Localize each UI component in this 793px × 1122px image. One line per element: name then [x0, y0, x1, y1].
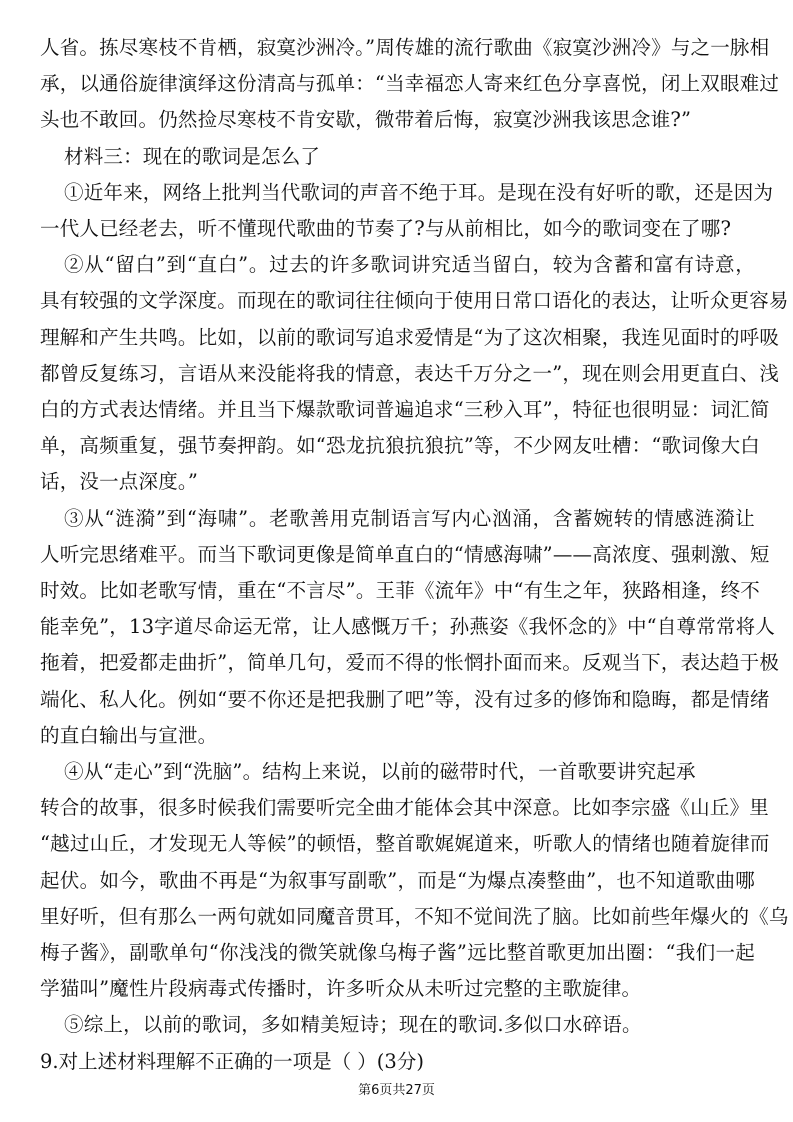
paragraph-4-line: 学猫叫”魔性片段病毒式传播时，许多听众从未听过完整的主歌旋律。	[40, 977, 642, 1000]
paragraph-2-line: 话，没一点深度。”	[40, 470, 199, 493]
paragraph-4-line: 起伏。如今，歌曲不再是“为叙事写副歌”，而是“为爆点凑整曲”，也不知道歌曲哪	[40, 869, 755, 892]
paragraph-5-line: ⑤综上，以前的歌词，多如精美短诗；现在的歌词.多似口水碎语。	[64, 1013, 642, 1036]
section-heading: 材料三：现在的歌词是怎么了	[64, 145, 321, 168]
paragraph-3-line: 能幸免”，13字道尽命运无常，让人感慨万千；孙燕姿《我怀念的》中“自尊常常将人	[40, 615, 776, 638]
question-9: 9.对上述材料理解不正确的一项是（ ）(3分)	[40, 1050, 424, 1073]
paragraph-2-line: 具有较强的文学深度。而现在的歌词往往倾向于使用日常口语化的表达，让听众更容易	[40, 289, 789, 312]
page-number: 第6页共27页	[358, 1083, 435, 1098]
paragraph-2-line: ②从“留白”到“直白”。过去的许多歌词讲究适当留白，较为含蓄和富有诗意，	[64, 253, 755, 276]
paragraph-4-line: ④从“走心”到“洗脑”。结构上来说，以前的磁带时代，一首歌要讲究起承	[64, 760, 696, 783]
text-line: 承，以通俗旋律演绎这份清高与孤单：“当幸福恋人寄来红色分享喜悦，闭上双眼难过	[40, 72, 780, 95]
paragraph-3-line: ③从“涟漪”到“海啸”。老歌善用克制语言写内心汹涌，含蓄婉转的情感涟漪让	[64, 507, 755, 530]
paragraph-2-line: 白的方式表达情绪。并且当下爆款歌词普遍追求“三秒入耳”，特征也很明显：词汇简	[40, 398, 770, 421]
paragraph-3-line: 拖着，把爱都走曲折”，简单几句，爱而不得的怅惘扑面而来。反观当下，表达趋于极	[40, 651, 780, 674]
text-line: 人省。拣尽寒枝不肯栖，寂寞沙洲冷。”周传雄的流行歌曲《寂寞沙洲冷》与之一脉相	[40, 36, 770, 59]
paragraph-3-line: 端化、私人化。例如“要不你还是把我删了吧”等，没有过多的修饰和隐晦，都是情绪	[40, 688, 770, 711]
paragraph-2-line: 理解和产生共鸣。比如，以前的歌词写追求爱情是“为了这次相聚，我连见面时的呼吸	[40, 326, 780, 349]
paragraph-2-line: 都曾反复练习，言语从来没能将我的情意，表达千万分之一”，现在则会用更直白、浅	[40, 362, 780, 385]
paragraph-1-line: ①近年来，网络上批判当代歌词的声音不绝于耳。是现在没有好听的歌，还是因为	[64, 181, 774, 204]
paragraph-4-line: “越过山丘，才发现无人等候”的顿悟，整首歌娓娓道来，听歌人的情绪也随着旋律而	[40, 832, 770, 855]
paragraph-1-line: 一代人已经老去，听不懂现代歌曲的节奏了?与从前相比，如今的歌词变在了哪?	[40, 217, 732, 240]
paragraph-3-line: 时效。比如老歌写情，重在“不言尽”。王菲《流年》中“有生之年，狭路相逢，终不	[40, 579, 761, 602]
paragraph-4-line: 里好听，但有那么一两句就如同魔音贯耳，不知不觉间洗了脑。比如前些年爆火的《乌	[40, 905, 789, 928]
paragraph-4-line: 梅子酱》，副歌单句“你浅浅的微笑就像乌梅子酱”远比整首歌更加出圈：“我们一起	[40, 941, 755, 964]
paragraph-4-line: 转合的故事，很多时候我们需要听完全曲才能体会其中深意。比如李宗盛《山丘》里	[40, 796, 769, 819]
paragraph-2-line: 单，高频重复，强节奏押韵。如“恐龙抗狼抗狼抗”等，不少网友吐槽：“歌词像大白	[40, 434, 761, 457]
paragraph-3-line: 人听完思绪难平。而当下歌词更像是简单直白的“情感海啸”——高浓度、强刺激、短	[40, 543, 770, 566]
text-line: 头也不敢回。仍然捡尽寒枝不肯安歇，微带着后悔，寂寞沙洲我该思念谁?”	[40, 108, 692, 131]
paragraph-3-line: 的直白输出与宣泄。	[40, 724, 218, 747]
